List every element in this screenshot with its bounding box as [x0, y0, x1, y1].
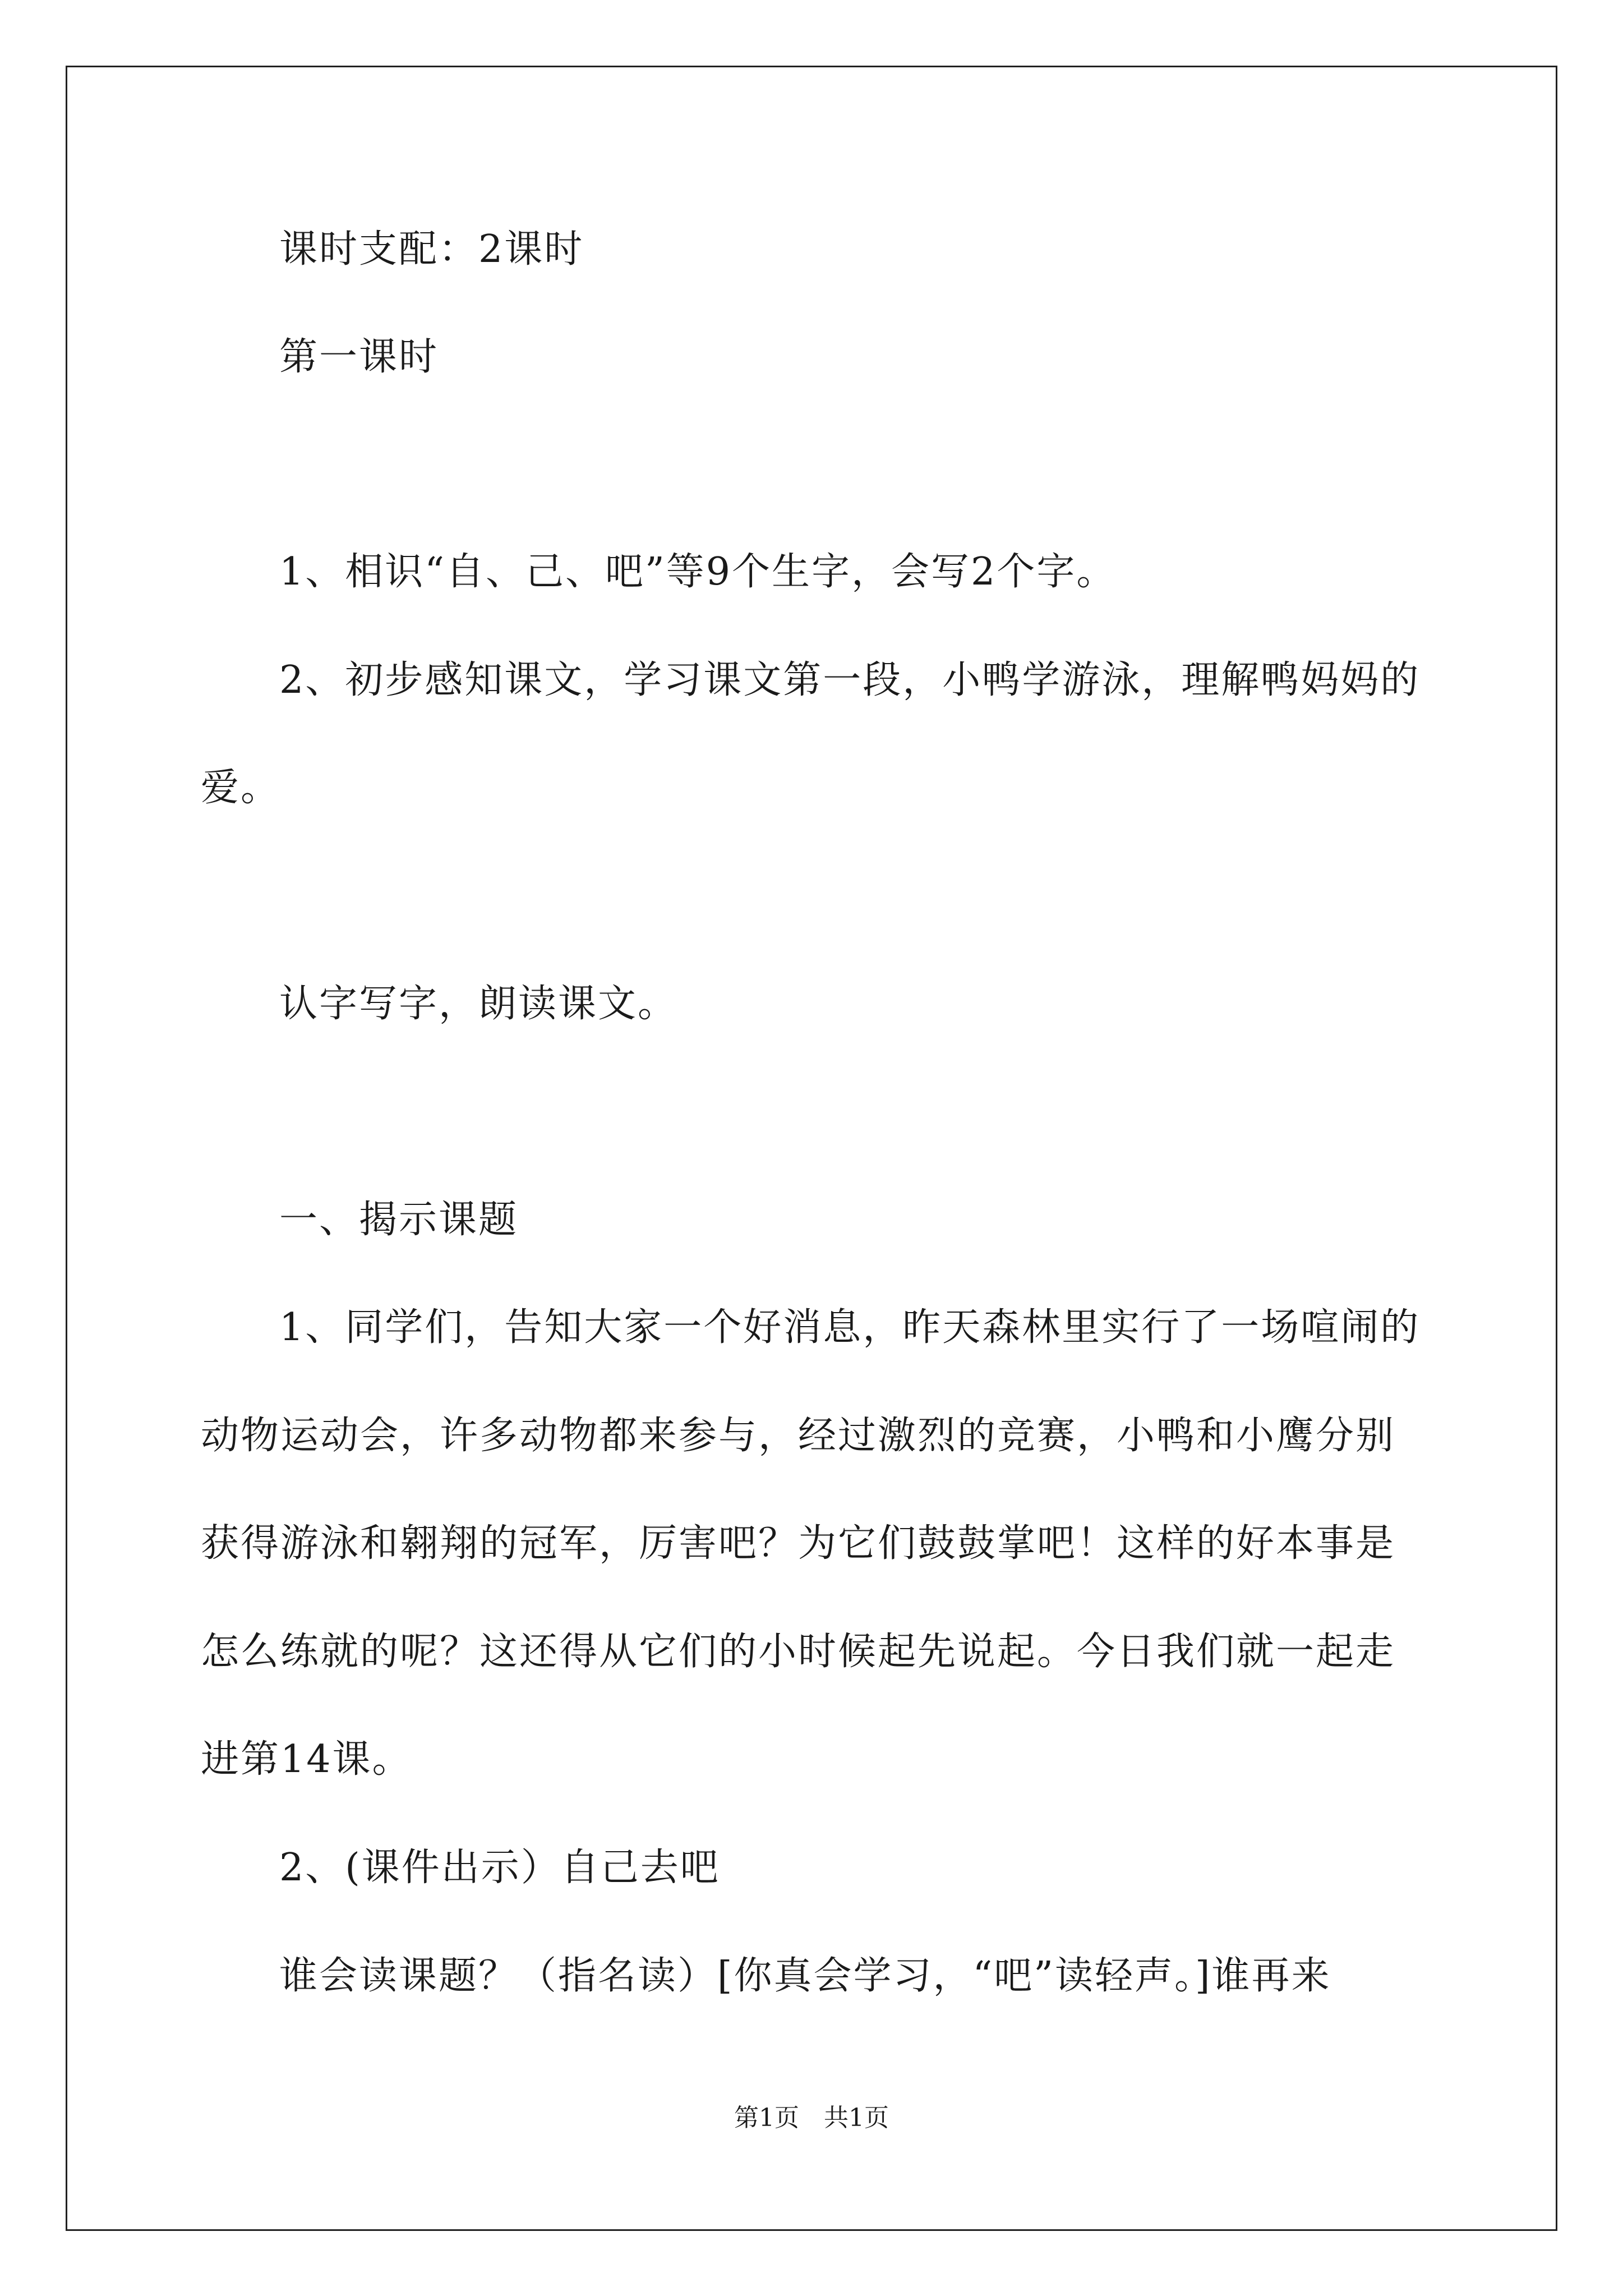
text-line: 获得游泳和翱翔的冠军，厉害吧？为它们鼓鼓掌吧！这样的好本事是 [201, 1521, 1396, 1566]
text-line: 一、揭示课题 [279, 1198, 519, 1242]
text-line: 2、初步感知课文，学习课文第一段，小鸭学游泳，理解鸭妈妈的 [279, 658, 1421, 702]
text-line: 认字写字，朗读课文。 [279, 982, 678, 1026]
text-line: 1、相识“自、己、吧”等9个生字，会写2个字。 [279, 550, 1117, 594]
text-line: 谁会读课题？（指名读）[你真会学习，“吧”读轻声。]谁再来 [279, 1954, 1331, 1998]
text-line: 第一课时 [279, 335, 439, 379]
text-line: 怎么练就的呢？这还得从它们的小时候起先说起。今日我们就一起走 [201, 1630, 1396, 1674]
page-footer: 第1页 共1页 [734, 2104, 889, 2132]
text-line: 2、(课件出示）自己去吧 [279, 1846, 720, 1890]
text-line: 1、同学们，告知大家一个好消息，昨天森林里实行了一场喧闹的 [279, 1305, 1421, 1350]
text-line: 课时支配：2课时 [279, 227, 584, 272]
text-line: 动物运动会，许多动物都来参与，经过激烈的竞赛，小鸭和小鹰分别 [201, 1414, 1396, 1458]
page-border [66, 66, 1557, 2231]
text-line: 爱。 [201, 766, 281, 810]
text-line: 进第14课。 [201, 1737, 412, 1782]
